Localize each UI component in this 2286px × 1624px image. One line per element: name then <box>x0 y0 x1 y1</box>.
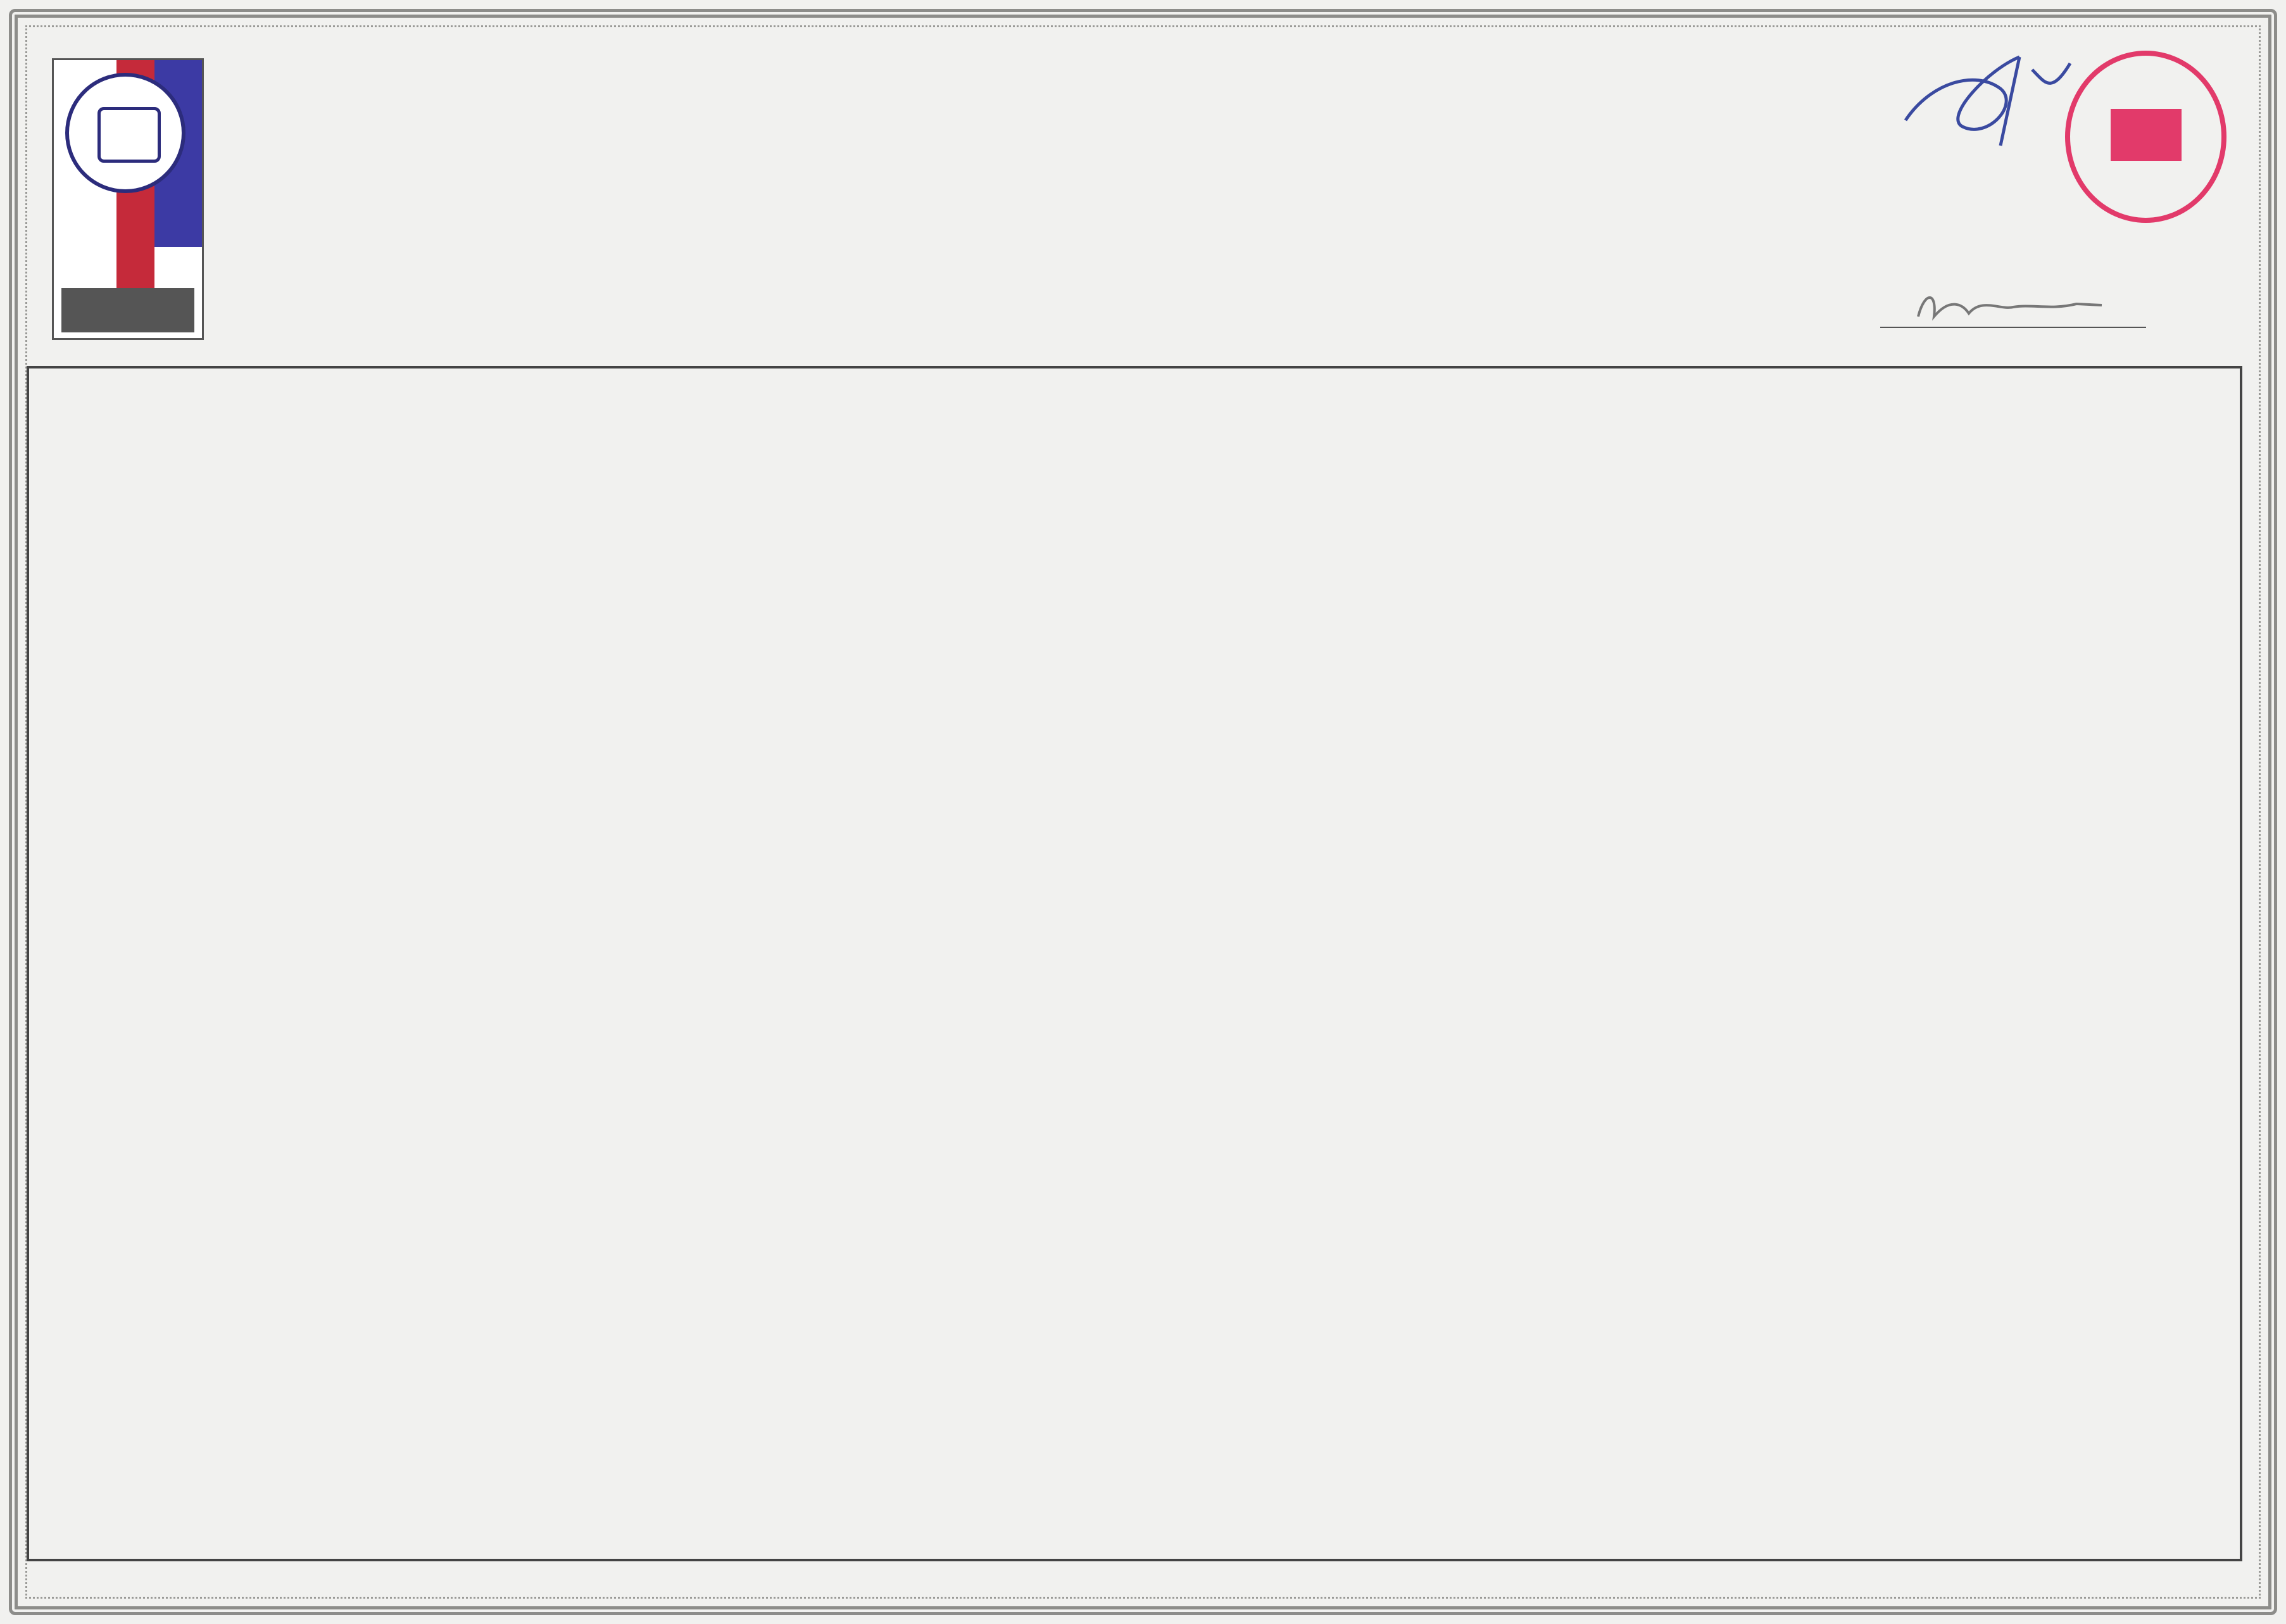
cmku-logo-text <box>61 288 194 332</box>
registrar-signature <box>1893 44 2083 152</box>
dam-cell <box>80 973 586 997</box>
owner-signature <box>1912 279 2140 329</box>
sire-cell <box>82 377 589 401</box>
fci-seal <box>65 73 185 193</box>
pedigree-table <box>27 366 2242 1561</box>
owner-signature-line <box>1880 327 2146 328</box>
breed-book-stamp <box>2065 51 2226 223</box>
fci-seal-text <box>97 107 161 163</box>
fci-cmku-logo <box>52 58 204 340</box>
stamp-logo <box>2111 109 2182 161</box>
